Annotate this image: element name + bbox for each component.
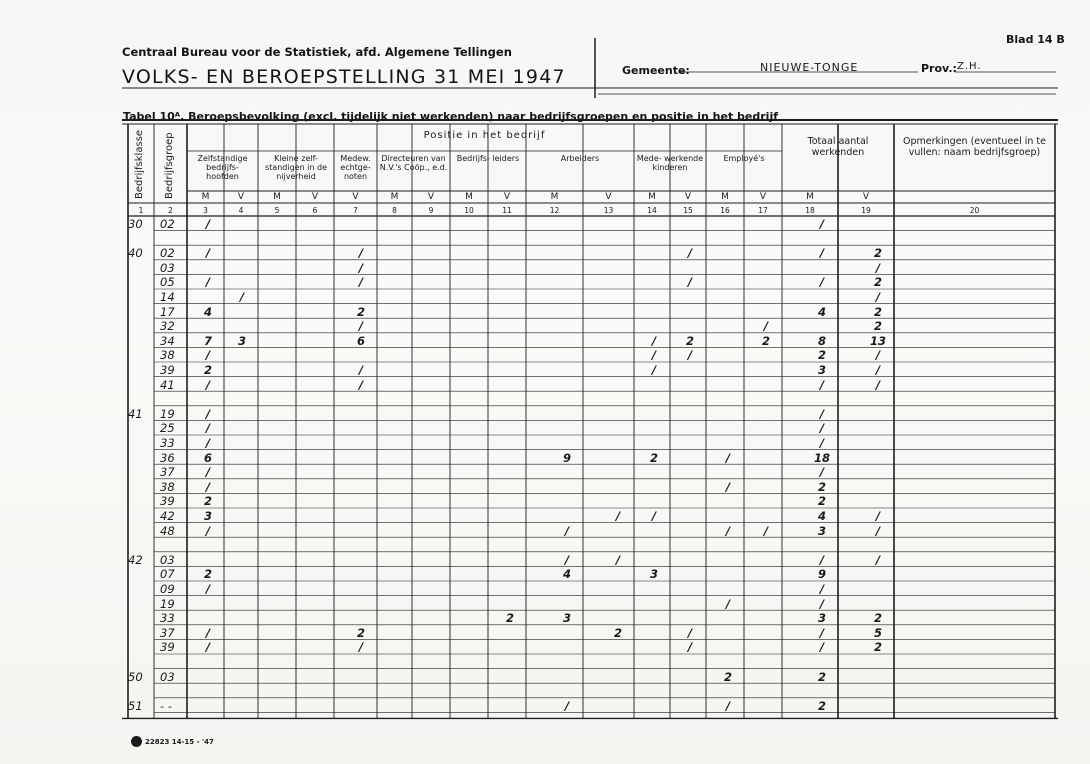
- prov-label: Prov.:: [921, 62, 957, 75]
- cell-value: /: [358, 260, 364, 275]
- cell-value: /: [875, 260, 881, 275]
- column-number: 6: [312, 206, 318, 215]
- column-number: 17: [758, 206, 768, 215]
- bedrijfsgroep-value: 33: [160, 611, 175, 626]
- cell-value: /: [875, 377, 881, 392]
- bedrijfsklasse-value: 42: [128, 552, 143, 567]
- cell-value: 4: [817, 509, 826, 523]
- cell-value: 4: [817, 304, 826, 319]
- bedrijfsgroep-value: 32: [160, 319, 175, 334]
- bedrijfsgroep-value: 19: [160, 406, 175, 421]
- cell-value: 2: [203, 363, 212, 377]
- cell-value: /: [651, 363, 657, 377]
- group-header-5: Bedrijfs- leiders: [456, 154, 520, 163]
- mv-label: V: [503, 192, 511, 202]
- cell-value: /: [205, 625, 211, 640]
- cell-value: 3: [203, 509, 212, 523]
- cell-value: /: [651, 348, 657, 363]
- cell-value: 3: [817, 363, 826, 377]
- bedrijfsgroep-value: 48: [160, 523, 175, 538]
- cell-value: /: [819, 217, 825, 231]
- cell-value: 3: [237, 333, 246, 348]
- cell-value: 18: [813, 450, 830, 465]
- bedrijfsgroep-value: 03: [160, 669, 175, 684]
- cell-value: /: [205, 275, 211, 290]
- cell-value: /: [205, 523, 211, 538]
- column-number: 3: [203, 206, 208, 215]
- column-number: 20: [969, 206, 980, 215]
- bedrijfsgroep-value: 42: [160, 509, 175, 523]
- bedrijfsgroep-value: 19: [160, 596, 175, 611]
- group-header-3: Medew. echtge- noten: [340, 154, 371, 181]
- bedrijfsklasse-value: 50: [128, 669, 143, 684]
- bedrijfsgroep-value: 39: [160, 363, 175, 377]
- column-number: 8: [392, 206, 397, 215]
- cell-value: 2: [873, 275, 882, 290]
- cell-value: /: [819, 275, 825, 290]
- bedrijfsgroep-value: 39: [160, 494, 175, 509]
- group-header-1: Zelfstandige bedrijfs- hoofden: [197, 154, 248, 181]
- bedrijfsgroep-value: 37: [160, 465, 175, 480]
- cell-value: /: [205, 479, 211, 494]
- bedrijfsgroep-value: 14: [160, 290, 175, 304]
- cell-value: 2: [873, 640, 882, 655]
- column-number: 2: [168, 206, 173, 215]
- bedrijfsgroep-value: 09: [160, 582, 175, 596]
- cell-value: 3: [649, 567, 658, 582]
- bedrijfsklasse-value: 41: [128, 406, 143, 421]
- cell-value: 8: [817, 333, 826, 348]
- cell-value: /: [819, 406, 825, 421]
- printer-seal-icon: [131, 736, 142, 747]
- cell-value: /: [725, 596, 731, 611]
- cell-value: /: [205, 436, 211, 450]
- cell-value: 2: [817, 494, 826, 509]
- cell-value: /: [819, 596, 825, 611]
- bedrijfsgroep-value: 38: [160, 479, 175, 494]
- cell-value: /: [875, 290, 881, 304]
- cell-value: /: [725, 698, 731, 713]
- mv-label: V: [237, 192, 245, 202]
- group-header-6: Arbeiders: [560, 154, 600, 163]
- cell-value: /: [763, 523, 769, 538]
- cell-value: 2: [873, 611, 882, 626]
- cell-value: /: [725, 450, 731, 465]
- cell-value: 13: [869, 333, 886, 348]
- cell-value: 2: [613, 625, 622, 640]
- cell-value: 2: [817, 698, 826, 713]
- mv-label: M: [550, 192, 559, 202]
- cell-value: /: [687, 625, 693, 640]
- bedrijfsgroep-value: - -: [160, 698, 172, 713]
- cell-value: 2: [505, 611, 514, 626]
- column-number: 5: [274, 206, 280, 215]
- cell-value: /: [205, 582, 211, 596]
- mv-label: M: [390, 192, 399, 202]
- mv-label: M: [465, 192, 473, 202]
- cell-value: /: [687, 246, 693, 261]
- bedrijfsgroep-value: 17: [160, 304, 175, 319]
- cell-value: /: [819, 625, 825, 640]
- bedrijfsgroep-value: 03: [160, 552, 175, 567]
- cell-value: /: [564, 552, 570, 567]
- column-number: 11: [502, 206, 512, 215]
- form-title: VOLKS- EN BEROEPSTELLING 31 MEI 1947: [122, 66, 566, 88]
- cell-value: /: [205, 377, 211, 392]
- cell-value: /: [239, 290, 245, 304]
- cell-value: 9: [562, 450, 571, 465]
- bedrijfsgroep-value: 36: [160, 450, 175, 465]
- cell-value: /: [819, 465, 825, 480]
- cell-value: /: [875, 509, 881, 523]
- mv-label: M: [721, 192, 729, 202]
- cell-value: /: [358, 319, 364, 334]
- cell-value: /: [205, 421, 211, 436]
- mv-label: V: [311, 192, 319, 202]
- column-number: 18: [805, 206, 815, 215]
- bedrijfsgroep-value: 25: [160, 421, 175, 436]
- mv-label: V: [427, 192, 435, 202]
- group-header-8: Employé's: [723, 154, 765, 163]
- mv-label: M: [806, 192, 814, 202]
- cell-value: 2: [723, 669, 732, 684]
- group-header-7: Mede- werkende kinderen: [636, 154, 704, 172]
- mv-label: V: [352, 192, 359, 202]
- column-number: 7: [353, 206, 358, 215]
- mv-label: V: [862, 192, 870, 202]
- cell-value: /: [651, 333, 657, 348]
- cell-value: 3: [817, 523, 826, 538]
- bedrijfsgroep-value: 34: [160, 333, 175, 348]
- bedrijfsklasse-header: Bedrijfsklasse: [134, 129, 145, 199]
- page-number: Blad 14 B: [1006, 33, 1065, 46]
- cell-value: 3: [562, 611, 571, 626]
- mv-label: M: [273, 192, 281, 202]
- column-number: 9: [428, 206, 434, 215]
- bedrijfsgroep-value: 33: [160, 436, 175, 450]
- group-header-9: Totaal aantal werkenden: [807, 136, 869, 158]
- cell-value: 2: [817, 479, 826, 494]
- cell-value: /: [615, 509, 621, 523]
- gemeente-label: Gemeente:: [622, 64, 690, 77]
- cell-value: /: [205, 406, 211, 421]
- group-header-4: Directeuren van N.V.'s Coöp., e.d.: [379, 154, 448, 172]
- column-number: 10: [464, 206, 474, 215]
- cell-value: 7: [203, 333, 212, 348]
- mv-label: V: [605, 192, 612, 202]
- cell-value: 2: [817, 669, 826, 684]
- cell-value: 2: [873, 304, 882, 319]
- bedrijfsgroep-header: Bedrijfsgroep: [164, 132, 175, 199]
- cell-value: /: [205, 217, 211, 231]
- bedrijfsgroep-value: 41: [160, 377, 175, 392]
- cell-value: /: [819, 640, 825, 655]
- cell-value: 4: [562, 567, 571, 582]
- cell-value: 3: [817, 611, 826, 626]
- cell-value: 2: [649, 450, 658, 465]
- cell-value: 5: [873, 625, 882, 640]
- cell-value: /: [819, 377, 825, 392]
- cell-value: 2: [685, 333, 694, 348]
- table-title: Tabel 10ᴬ. Beroepsbevolking (excl. tijdelijk niet werkenden) naar bedrijfsgroepen en positie in het bedrijf: [123, 110, 778, 123]
- column-number: 16: [720, 206, 730, 215]
- cell-value: /: [763, 319, 769, 334]
- cell-value: /: [875, 523, 881, 538]
- cell-value: /: [205, 348, 211, 363]
- bedrijfsgroep-value: 38: [160, 348, 175, 363]
- bedrijfsgroep-value: 02: [160, 246, 175, 261]
- group-header-10: Opmerkingen (eventueel in te vullen: naam bedrijfsgroep): [903, 136, 1046, 158]
- bedrijfsklasse-value: 30: [128, 217, 143, 231]
- bedrijfsgroep-value: 02: [160, 217, 175, 231]
- mv-label: M: [648, 192, 656, 202]
- cell-value: 2: [817, 348, 826, 363]
- cell-value: /: [358, 377, 364, 392]
- bedrijfsgroep-value: 39: [160, 640, 175, 655]
- cell-value: /: [651, 509, 657, 523]
- positie-header: Positie in het bedrijf: [423, 130, 546, 141]
- cell-value: /: [687, 348, 693, 363]
- cell-value: /: [615, 552, 621, 567]
- cell-value: /: [687, 275, 693, 290]
- cell-value: 2: [356, 304, 365, 319]
- mv-label: V: [684, 192, 692, 202]
- print-code: 22823 14-15 - '47: [145, 738, 214, 746]
- organization-heading: Centraal Bureau voor de Statistiek, afd. Algemene Tellingen: [122, 45, 512, 59]
- cell-value: /: [358, 363, 364, 377]
- column-number: 4: [238, 206, 244, 215]
- cell-value: 2: [203, 567, 212, 582]
- cell-value: 9: [817, 567, 826, 582]
- cell-value: /: [819, 552, 825, 567]
- cell-value: /: [205, 640, 211, 655]
- group-header-2: Kleine zelf- standigen in de nijverheid: [264, 154, 328, 181]
- cell-value: /: [875, 552, 881, 567]
- column-number: 13: [603, 206, 614, 215]
- cell-value: 2: [203, 494, 212, 509]
- column-number: 19: [861, 206, 871, 215]
- cell-value: 4: [203, 304, 212, 319]
- column-number: 14: [647, 206, 657, 215]
- cell-value: /: [358, 640, 364, 655]
- cell-value: /: [819, 582, 825, 596]
- mv-label: V: [759, 192, 767, 202]
- bedrijfsgroep-value: 03: [160, 260, 175, 275]
- cell-value: /: [875, 348, 881, 363]
- cell-value: /: [358, 275, 364, 290]
- cell-value: /: [875, 363, 881, 377]
- cell-value: 2: [356, 625, 365, 640]
- cell-value: /: [819, 246, 825, 261]
- cell-value: /: [819, 436, 825, 450]
- cell-value: /: [205, 246, 211, 261]
- cell-value: /: [819, 421, 825, 436]
- cell-value: /: [205, 465, 211, 480]
- mv-label: M: [201, 192, 210, 202]
- cell-value: 2: [761, 333, 770, 348]
- cell-value: 2: [873, 319, 882, 334]
- cell-value: /: [564, 698, 570, 713]
- bedrijfsgroep-value: 37: [160, 625, 175, 640]
- cell-value: 6: [203, 450, 212, 465]
- bedrijfsgroep-value: 05: [160, 275, 175, 290]
- bedrijfsklasse-value: 40: [128, 246, 143, 261]
- cell-value: /: [358, 246, 364, 261]
- bedrijfsklasse-value: 51: [128, 698, 143, 713]
- column-number: 12: [549, 206, 560, 215]
- cell-value: 6: [356, 333, 365, 348]
- column-number: 1: [138, 206, 144, 215]
- column-number: 15: [683, 206, 693, 215]
- cell-value: /: [725, 479, 731, 494]
- cell-value: /: [687, 640, 693, 655]
- gemeente-value: NIEUWE-TONGE: [760, 61, 859, 74]
- bedrijfsgroep-value: 07: [160, 567, 175, 582]
- prov-value: Z.H.: [957, 61, 982, 72]
- cell-value: 2: [873, 246, 882, 261]
- cell-value: /: [564, 523, 570, 538]
- cell-value: /: [725, 523, 731, 538]
